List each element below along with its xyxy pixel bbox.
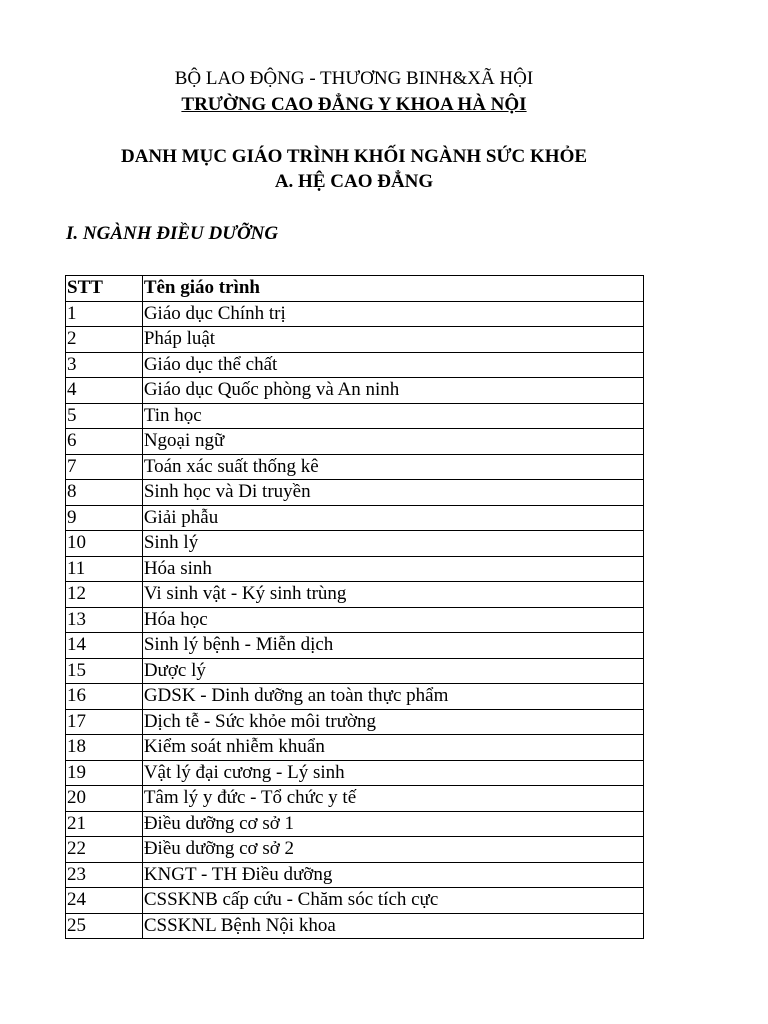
textbook-name: Giáo dục Quốc phòng và An ninh: [142, 378, 643, 404]
row-number: 24: [66, 888, 143, 914]
textbook-name: Hóa học: [142, 607, 643, 633]
school-name: TRƯỜNG CAO ĐẲNG Y KHOA HÀ NỘI: [181, 94, 527, 115]
table-row: [66, 709, 644, 735]
textbook-name: Giải phẫu: [142, 505, 643, 531]
table-row: [66, 403, 644, 429]
table-row: [66, 607, 644, 633]
table-row: [66, 786, 644, 812]
section-heading: I. NGÀNH ĐIỀU DƯỠNG: [66, 223, 279, 244]
row-number: 23: [66, 862, 143, 888]
textbook-name: Toán xác suất thống kê: [142, 454, 643, 480]
textbook-name: Ngoại ngữ: [142, 429, 643, 455]
table-row: [66, 684, 644, 710]
row-number: 9: [66, 505, 143, 531]
table-row: [66, 378, 644, 404]
row-number: 18: [66, 735, 143, 761]
table-row: [66, 658, 644, 684]
textbook-name: Dịch tễ - Sức khỏe môi trường: [142, 709, 643, 735]
table-row: [66, 760, 644, 786]
table-row: [66, 888, 644, 914]
table-row: [66, 327, 644, 353]
row-number: 5: [66, 403, 143, 429]
textbook-name: Hóa sinh: [142, 556, 643, 582]
row-number: 21: [66, 811, 143, 837]
textbook-name: Giáo dục Chính trị: [142, 301, 643, 327]
textbook-name: Vật lý đại cương - Lý sinh: [142, 760, 643, 786]
table-row: [66, 352, 644, 378]
table-row: [66, 811, 644, 837]
table-row: [66, 735, 644, 761]
column-header-stt: STT: [66, 276, 143, 302]
row-number: 3: [66, 352, 143, 378]
textbook-name: Vi sinh vật - Ký sinh trùng: [142, 582, 643, 608]
textbook-name: CSSKNB cấp cứu - Chăm sóc tích cực: [142, 888, 643, 914]
textbook-name: CSSKNL Bệnh Nội khoa: [142, 913, 643, 939]
row-number: 2: [66, 327, 143, 353]
ministry-name: BỘ LAO ĐỘNG - THƯƠNG BINH&XÃ HỘI: [174, 68, 534, 89]
table-row: [66, 531, 644, 557]
textbook-name: Pháp luật: [142, 327, 643, 353]
table-header-row: [66, 276, 644, 302]
row-number: 14: [66, 633, 143, 659]
textbook-name: Giáo dục thể chất: [142, 352, 643, 378]
row-number: 1: [66, 301, 143, 327]
row-number: 10: [66, 531, 143, 557]
row-number: 20: [66, 786, 143, 812]
row-number: 16: [66, 684, 143, 710]
column-header-name: Tên giáo trình: [142, 276, 643, 302]
textbook-name: Dược lý: [142, 658, 643, 684]
row-number: 22: [66, 837, 143, 863]
table-row: [66, 633, 644, 659]
document-title: DANH MỤC GIÁO TRÌNH KHỐI NGÀNH SỨC KHỎE: [120, 146, 588, 167]
curriculum-table: [65, 275, 644, 939]
row-number: 7: [66, 454, 143, 480]
table-row: [66, 301, 644, 327]
textbook-name: Tâm lý y đức - Tổ chức y tế: [142, 786, 643, 812]
row-number: 19: [66, 760, 143, 786]
row-number: 25: [66, 913, 143, 939]
table-row: [66, 505, 644, 531]
row-number: 13: [66, 607, 143, 633]
row-number: 4: [66, 378, 143, 404]
row-number: 15: [66, 658, 143, 684]
education-level: A. HỆ CAO ĐẲNG: [274, 171, 434, 192]
table-row: [66, 837, 644, 863]
table-row: [66, 862, 644, 888]
row-number: 12: [66, 582, 143, 608]
textbook-name: Sinh lý bệnh - Miễn dịch: [142, 633, 643, 659]
row-number: 17: [66, 709, 143, 735]
textbook-name: Tin học: [142, 403, 643, 429]
textbook-name: GDSK - Dinh dưỡng an toàn thực phẩm: [142, 684, 643, 710]
textbook-name: Điều dưỡng cơ sở 1: [142, 811, 643, 837]
textbook-name: Điều dưỡng cơ sở 2: [142, 837, 643, 863]
table-row: [66, 582, 644, 608]
textbook-name: KNGT - TH Điều dưỡng: [142, 862, 643, 888]
table-row: [66, 429, 644, 455]
row-number: 6: [66, 429, 143, 455]
table-row: [66, 913, 644, 939]
table-row: [66, 454, 644, 480]
textbook-name: Sinh lý: [142, 531, 643, 557]
row-number: 8: [66, 480, 143, 506]
textbook-name: Sinh học và Di truyền: [142, 480, 643, 506]
table-row: [66, 556, 644, 582]
table-row: [66, 480, 644, 506]
textbook-name: Kiểm soát nhiễm khuẩn: [142, 735, 643, 761]
row-number: 11: [66, 556, 143, 582]
table-body: [66, 301, 644, 939]
